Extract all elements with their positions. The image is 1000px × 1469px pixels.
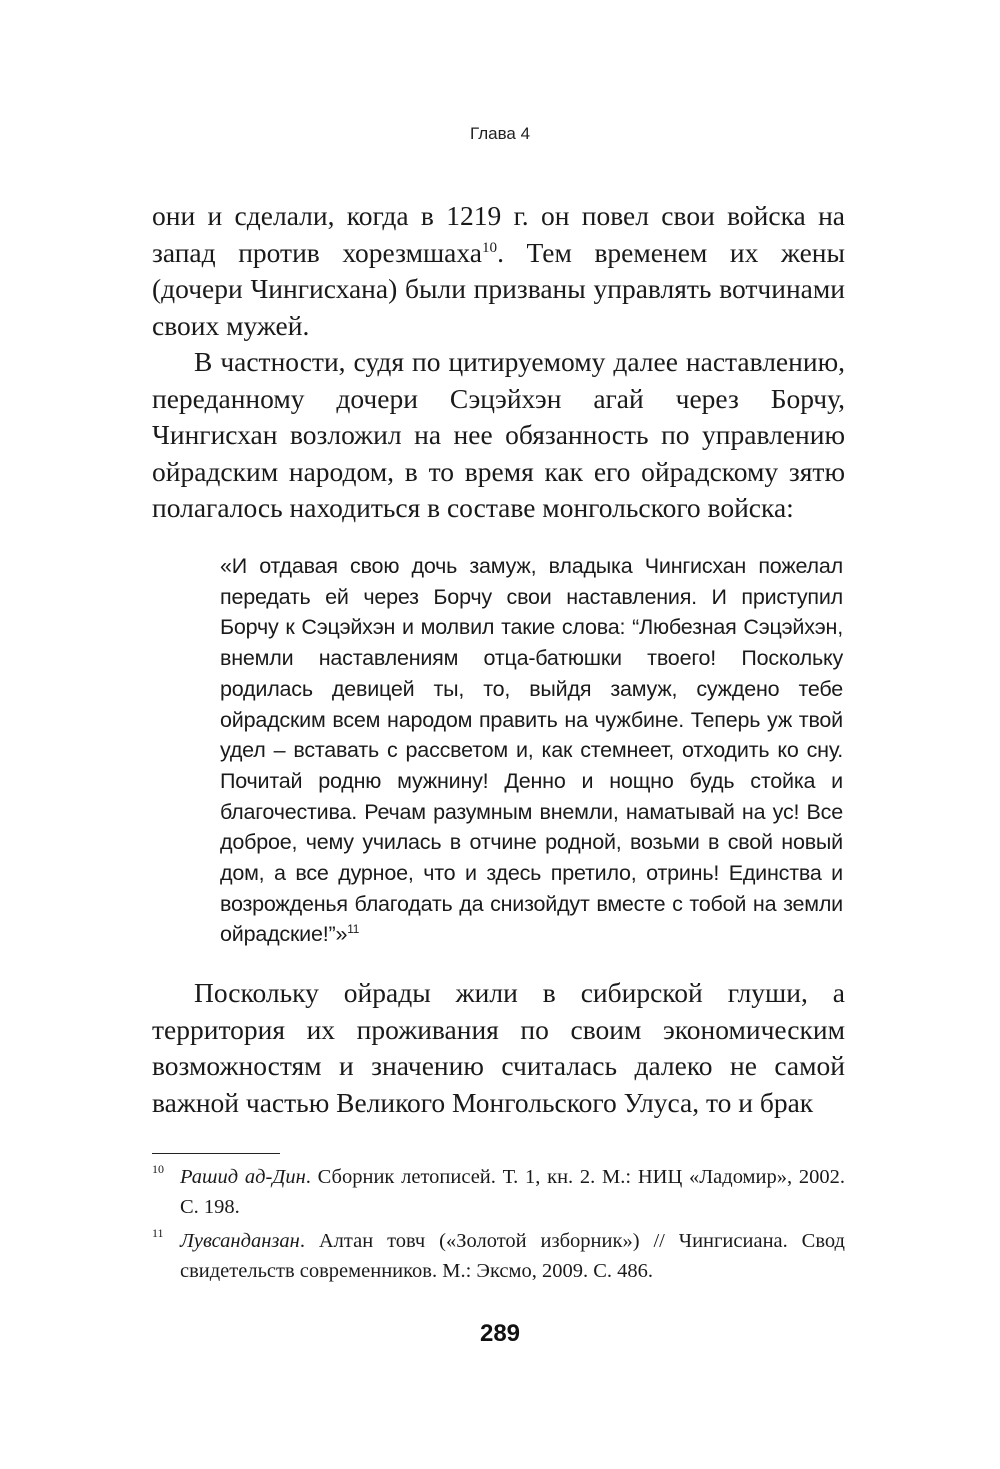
page-number: 289 [479,1320,521,1347]
paragraph-1 [152,198,845,344]
footnote-author: Рашид ад-Дин [180,1166,306,1188]
footnote-11 [152,1227,845,1286]
footnote-number: 10 [152,1162,164,1176]
block-quote [220,551,843,950]
footnote-text: . Сборник летописей. Т. 1, кн. 2. М.: НИЦ «Ладомир», 2002. С. 198. [180,1166,845,1218]
main-text-lower [152,975,845,1121]
footnote-divider [152,1153,280,1154]
quote-body: «И отдавая свою дочь замуж, владыка Чингисхан пожелал передать ей через Борчу свои наставления. И приступил Борчу к Сэцэйхэн и молвил такие слова: “Любезная Сэцэйхэн, внемли наставлениям отца-батюшки твоего! Поскольку родилась девицей ты, то, выйдя замуж, суждено тебе ойрадским всем народом править на чужбине. Теперь уж твой удел – вставать с рассветом и, как стемнеет, отходить ко сну. Почитай родню мужнину! Денно и нощно будь стойка и благочестива. Речам разумным внемли, наматывай на ус! Все доброе, чему училась в отчине родной, возьми в свой новый дом, а все дурное, что и здесь претило, отринь! Единства и возрожденья благодать да снизойдут вместе с тобой на земли ойрадские!”» [220,554,843,947]
paragraph-1-text-b: . Тем временем их жены (дочери Чингисхана) были призваны управлять вотчинами своих мужей. [152,236,845,341]
paragraph-1-text-a: они и сделали, когда в 1219 г. он повел свои войска на запад против хорезмшаха [152,200,845,268]
footnote-10 [152,1163,845,1222]
block-quote-text [220,551,843,950]
footnotes [152,1163,845,1291]
paragraph-2: В частности, судя по цитируемому далее наставлению, переданному дочери Сэцэйхэн агай через Борчу, Чингисхан возложил на нее обязанность по управлению ойрадским народом, в то время как его ойрадскому зятю полагалось находиться в составе монгольского войска: [152,346,845,523]
footnote-number: 11 [152,1226,164,1240]
running-head: Глава 4 [469,124,531,143]
paragraph-3: Поскольку ойрады жили в сибирской глуши, а территория их проживания по своим экономическим возможностям и значению считалась далеко не самой важной частью Великого Монгольского Улуса, то и брак [152,977,845,1118]
main-text-upper [152,198,845,527]
footnote-ref-10[interactable]: 10 [481,239,498,256]
footnote-text: . Алтан товч («Золотой изборник») // Чингисиана. Свод свидетельств современников. М.: Эксмо, 2009. С. 486. [180,1230,845,1282]
footnote-ref-11[interactable]: 11 [347,922,360,937]
footnote-author: Лувсанданзан [180,1230,300,1252]
